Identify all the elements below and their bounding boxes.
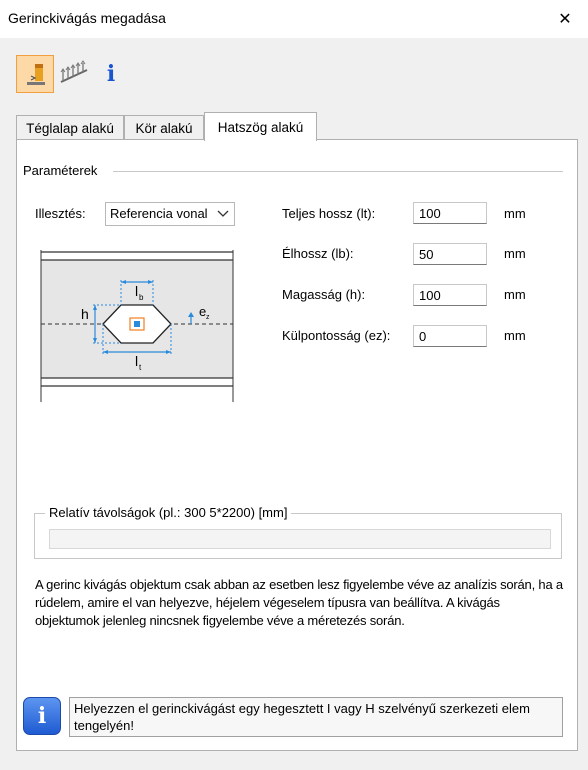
eccentricity-unit: mm bbox=[504, 328, 526, 343]
relative-distances-title: Relatív távolságok (pl.: 300 5*2200) [mm] bbox=[45, 505, 291, 520]
edge-length-label: Élhossz (lb): bbox=[282, 246, 354, 261]
edge-length-input[interactable] bbox=[413, 243, 487, 265]
alignment-select[interactable] bbox=[105, 202, 235, 226]
total-length-input[interactable] bbox=[413, 202, 487, 224]
diagram-ez-label: e bbox=[199, 304, 207, 319]
diagram-lb-label: l bbox=[135, 283, 139, 299]
close-button[interactable] bbox=[542, 0, 588, 38]
group-divider bbox=[113, 171, 563, 172]
rebar-icon bbox=[58, 60, 90, 88]
info-badge-icon: i bbox=[23, 697, 61, 735]
title-bar bbox=[0, 0, 588, 38]
tab-label: Téglalap alakú bbox=[26, 120, 114, 136]
diagram-lb-sub: b bbox=[139, 293, 144, 302]
web-cut-tool-button[interactable] bbox=[16, 55, 54, 93]
info-message: Helyezzen el gerinckivágást egy hegesztett I vagy H szelvényű szerkezeti elem tengelyén! bbox=[69, 697, 563, 737]
height-label: Magasság (h): bbox=[282, 287, 366, 302]
alignment-value: Referencia vonal bbox=[110, 206, 208, 221]
tab-circle[interactable] bbox=[124, 115, 204, 140]
eccentricity-input[interactable] bbox=[413, 325, 487, 347]
web-cut-icon bbox=[21, 60, 49, 88]
analysis-note: A gerinc kivágás objektum csak abban az esetben lesz figyelembe véve az analízis során, ha a rúdelem, amire el van helyezve, héjelem végeselem típusra van beállítva. A kivágás objektumok jelenleg nincsnek figyelembe véve a méretezés során. bbox=[35, 577, 563, 628]
eccentricity-label: Külpontosság (ez): bbox=[282, 328, 391, 343]
alignment-label: Illesztés: bbox=[35, 206, 86, 221]
diagram-lt-sub: t bbox=[139, 363, 142, 372]
height-unit: mm bbox=[504, 287, 526, 302]
window-title: Gerinckivágás megadása bbox=[8, 10, 166, 26]
tab-rectangle[interactable] bbox=[16, 115, 124, 140]
tab-label: Hatszög alakú bbox=[217, 119, 304, 135]
diagram-lt-label: l bbox=[135, 353, 139, 369]
tab-label: Kör alakú bbox=[135, 120, 193, 136]
edge-length-unit: mm bbox=[504, 246, 526, 261]
close-icon: ✕ bbox=[558, 11, 572, 28]
diagram-ez-sub: z bbox=[206, 314, 210, 321]
params-group-title: Paraméterek bbox=[23, 163, 98, 178]
relative-distances-input[interactable] bbox=[49, 529, 551, 549]
total-length-unit: mm bbox=[504, 206, 526, 221]
tab-panel bbox=[16, 139, 578, 751]
tab-hexagon[interactable] bbox=[204, 112, 317, 141]
relative-distances-group bbox=[34, 505, 562, 559]
rebar-tool-button[interactable] bbox=[56, 55, 92, 93]
info-icon: i bbox=[106, 61, 116, 87]
chevron-down-icon bbox=[216, 206, 230, 220]
hexagon-cut-diagram bbox=[39, 244, 237, 404]
height-input[interactable] bbox=[413, 284, 487, 306]
total-length-label: Teljes hossz (lt): bbox=[282, 206, 376, 221]
info-tool-button[interactable] bbox=[100, 55, 122, 93]
diagram-h-label: h bbox=[81, 306, 89, 322]
